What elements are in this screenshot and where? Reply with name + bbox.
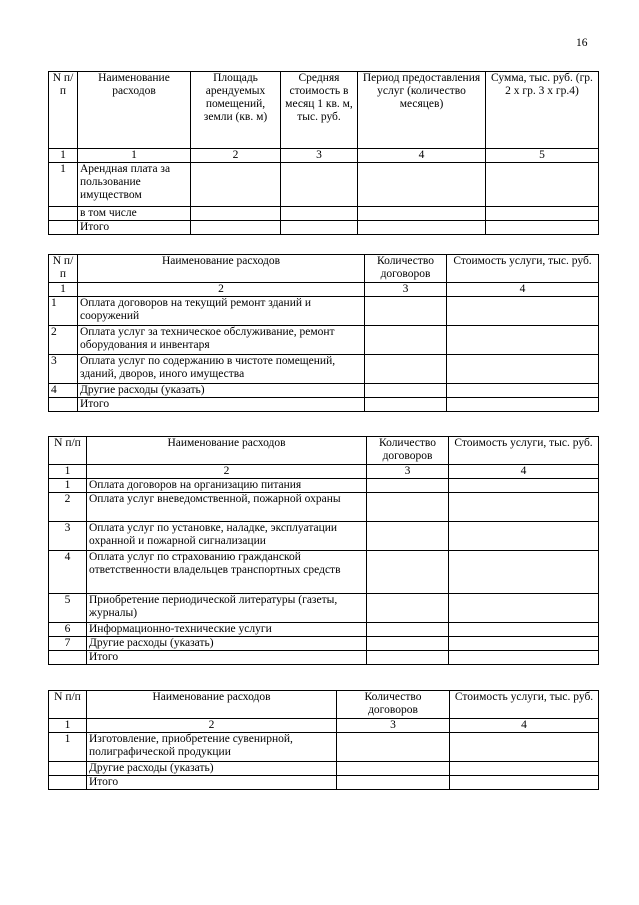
table-header-row xyxy=(49,72,599,149)
table-row xyxy=(49,398,599,412)
column-number-cell: 3 xyxy=(367,465,449,479)
row-name-cell: Изготовление, приобретение сувенирной, полиграфической продукции xyxy=(87,733,337,762)
row-name-cell: Информационно-технические услуги xyxy=(87,623,367,637)
row-name-cell: Оплата договоров на организацию питания xyxy=(87,479,367,493)
row-number-cell: 1 xyxy=(49,163,78,207)
empty-cell xyxy=(449,651,599,665)
table-row xyxy=(49,776,599,790)
empty-cell xyxy=(281,207,358,221)
empty-cell xyxy=(367,637,449,651)
row-name-cell: Оплата услуг за техническое обслуживание, ремонт оборудования и инвентаря xyxy=(78,326,365,355)
row-number-cell: 1 xyxy=(49,733,87,762)
header-cell-avg-cost: Средняя стоимость в месяц 1 кв. м, тыс. руб. xyxy=(281,72,358,149)
row-name-cell: Арендная плата за пользование имуществом xyxy=(78,163,191,207)
header-cell-name: Наименование расходов xyxy=(87,691,337,719)
column-number-cell: 2 xyxy=(78,283,365,297)
empty-cell xyxy=(191,207,281,221)
header-cell-number: N п/п xyxy=(49,437,87,465)
empty-cell xyxy=(447,384,599,398)
row-name-cell: Итого xyxy=(87,776,337,790)
header-cell-name: Наименование расходов xyxy=(78,255,365,283)
column-number-cell: 4 xyxy=(449,465,599,479)
header-cell-cost: Стоимость услуги, тыс. руб. xyxy=(450,691,599,719)
table-row xyxy=(49,207,599,221)
empty-cell xyxy=(367,651,449,665)
table-row xyxy=(49,384,599,398)
table-row xyxy=(49,551,599,594)
column-number-row xyxy=(49,719,599,733)
empty-cell xyxy=(486,163,599,207)
row-number-cell xyxy=(49,221,78,235)
row-number-cell: 4 xyxy=(49,551,87,594)
empty-cell xyxy=(449,594,599,623)
empty-cell xyxy=(365,355,447,384)
column-number-row xyxy=(49,465,599,479)
header-cell-contracts: Количество договоров xyxy=(367,437,449,465)
column-number-cell: 4 xyxy=(358,149,486,163)
empty-cell xyxy=(365,398,447,412)
empty-cell xyxy=(367,594,449,623)
table-header-row xyxy=(49,691,599,719)
empty-cell xyxy=(367,551,449,594)
empty-cell xyxy=(337,776,450,790)
row-number-cell: 2 xyxy=(49,493,87,522)
row-name-cell: Приобретение периодической литературы (газеты, журналы) xyxy=(87,594,367,623)
table-row xyxy=(49,594,599,623)
column-number-row xyxy=(49,149,599,163)
table-row xyxy=(49,221,599,235)
row-name-cell: Другие расходы (указать) xyxy=(87,762,337,776)
row-number-cell: 1 xyxy=(49,479,87,493)
column-number-row xyxy=(49,283,599,297)
empty-cell xyxy=(449,551,599,594)
empty-cell xyxy=(450,733,599,762)
row-number-cell xyxy=(49,207,78,221)
row-name-cell: Итого xyxy=(87,651,367,665)
empty-cell xyxy=(486,207,599,221)
row-number-cell: 5 xyxy=(49,594,87,623)
column-number-cell: 3 xyxy=(365,283,447,297)
row-name-cell: Оплата услуг по страхованию гражданской ответственности владельцев транспортных средств xyxy=(87,551,367,594)
column-number-cell: 5 xyxy=(486,149,599,163)
column-number-cell: 1 xyxy=(49,465,87,479)
header-cell-number: N п/п xyxy=(49,72,78,149)
maintenance-expenses-table xyxy=(48,254,599,412)
header-cell-sum: Сумма, тыс. руб. (гр. 2 х гр. 3 х гр.4) xyxy=(486,72,599,149)
empty-cell xyxy=(281,221,358,235)
table-row xyxy=(49,297,599,326)
empty-cell xyxy=(358,207,486,221)
column-number-cell: 2 xyxy=(191,149,281,163)
table-row xyxy=(49,326,599,355)
header-cell-number: N п/п xyxy=(49,691,87,719)
empty-cell xyxy=(367,623,449,637)
header-cell-area: Площадь арендуемых помещений, земли (кв. м) xyxy=(191,72,281,149)
empty-cell xyxy=(447,398,599,412)
empty-cell xyxy=(449,479,599,493)
table-row xyxy=(49,733,599,762)
empty-cell xyxy=(281,163,358,207)
header-cell-name: Наименование расходов xyxy=(87,437,367,465)
table-row xyxy=(49,637,599,651)
empty-cell xyxy=(358,221,486,235)
row-name-cell: в том числе xyxy=(78,207,191,221)
table-row xyxy=(49,479,599,493)
empty-cell xyxy=(337,762,450,776)
row-number-cell: 3 xyxy=(49,522,87,551)
row-number-cell xyxy=(49,398,78,412)
column-number-cell: 2 xyxy=(87,719,337,733)
empty-cell xyxy=(365,384,447,398)
row-number-cell: 1 xyxy=(49,297,78,326)
column-number-cell: 1 xyxy=(49,149,78,163)
table-row xyxy=(49,355,599,384)
table-row xyxy=(49,163,599,207)
table-row xyxy=(49,762,599,776)
column-number-cell: 3 xyxy=(337,719,450,733)
column-number-cell: 2 xyxy=(87,465,367,479)
empty-cell xyxy=(486,221,599,235)
table-row xyxy=(49,651,599,665)
table-row xyxy=(49,522,599,551)
column-number-cell: 4 xyxy=(450,719,599,733)
souvenir-expenses-table xyxy=(48,690,599,790)
empty-cell xyxy=(367,479,449,493)
column-number-cell: 1 xyxy=(78,149,191,163)
header-cell-number: N п/п xyxy=(49,255,78,283)
row-name-cell: Оплата услуг вневедомственной, пожарной охраны xyxy=(87,493,367,522)
row-number-cell xyxy=(49,776,87,790)
column-number-cell: 4 xyxy=(447,283,599,297)
empty-cell xyxy=(447,355,599,384)
empty-cell xyxy=(191,163,281,207)
header-cell-contracts: Количество договоров xyxy=(365,255,447,283)
column-number-cell: 3 xyxy=(281,149,358,163)
row-number-cell xyxy=(49,651,87,665)
table-row xyxy=(49,623,599,637)
row-name-cell: Оплата услуг по содержанию в чистоте помещений, зданий, дворов, иного имущества xyxy=(78,355,365,384)
empty-cell xyxy=(365,326,447,355)
header-cell-name: Наименование расходов xyxy=(78,72,191,149)
empty-cell xyxy=(367,493,449,522)
empty-cell xyxy=(191,221,281,235)
empty-cell xyxy=(449,522,599,551)
row-number-cell: 7 xyxy=(49,637,87,651)
header-cell-period: Период предоставления услуг (количество месяцев) xyxy=(358,72,486,149)
empty-cell xyxy=(367,522,449,551)
table-row xyxy=(49,493,599,522)
row-name-cell: Другие расходы (указать) xyxy=(87,637,367,651)
row-name-cell: Итого xyxy=(78,221,191,235)
header-cell-cost: Стоимость услуги, тыс. руб. xyxy=(447,255,599,283)
row-number-cell: 4 xyxy=(49,384,78,398)
row-name-cell: Оплата договоров на текущий ремонт зданий и сооружений xyxy=(78,297,365,326)
empty-cell xyxy=(449,623,599,637)
row-name-cell: Другие расходы (указать) xyxy=(78,384,365,398)
services-expenses-table xyxy=(48,436,599,665)
rent-expenses-table xyxy=(48,71,599,235)
header-cell-cost: Стоимость услуги, тыс. руб. xyxy=(449,437,599,465)
empty-cell xyxy=(447,326,599,355)
empty-cell xyxy=(447,297,599,326)
row-name-cell: Итого xyxy=(78,398,365,412)
empty-cell xyxy=(450,762,599,776)
header-cell-contracts: Количество договоров xyxy=(337,691,450,719)
empty-cell xyxy=(450,776,599,790)
empty-cell xyxy=(337,733,450,762)
column-number-cell: 1 xyxy=(49,719,87,733)
row-number-cell: 3 xyxy=(49,355,78,384)
empty-cell xyxy=(365,297,447,326)
empty-cell xyxy=(449,493,599,522)
page-number: 16 xyxy=(576,37,588,49)
row-name-cell: Оплата услуг по установке, наладке, эксплуатации охранной и пожарной сигнализации xyxy=(87,522,367,551)
table-header-row xyxy=(49,437,599,465)
row-number-cell xyxy=(49,762,87,776)
row-number-cell: 6 xyxy=(49,623,87,637)
column-number-cell: 1 xyxy=(49,283,78,297)
empty-cell xyxy=(358,163,486,207)
empty-cell xyxy=(449,637,599,651)
table-header-row xyxy=(49,255,599,283)
row-number-cell: 2 xyxy=(49,326,78,355)
